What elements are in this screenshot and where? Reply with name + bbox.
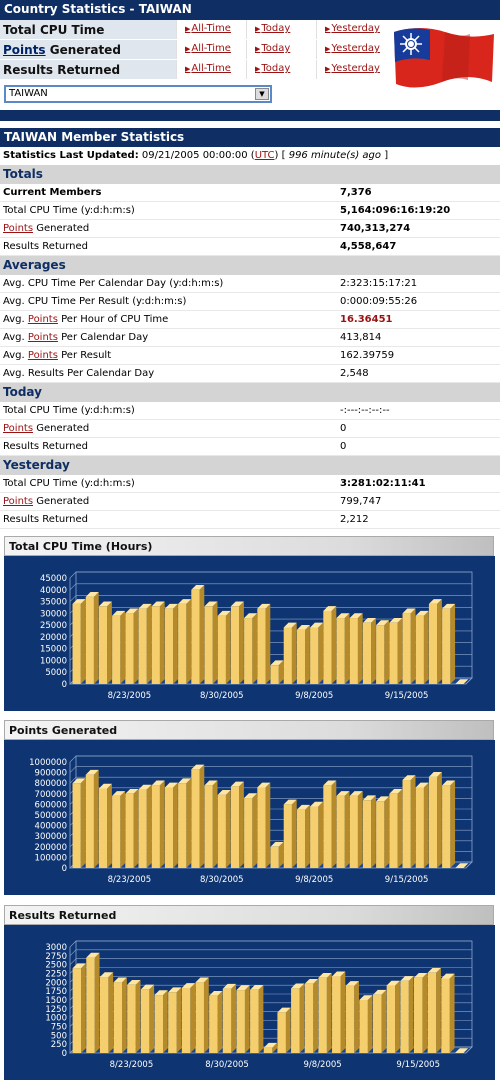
y-tick-label: 700000 [34,789,67,800]
points-link[interactable]: Points [3,223,34,234]
stat-label: Avg. CPU Time Per Calendar Day (y:d:h:m:s) [3,278,224,289]
cpu-time-chart [4,556,495,711]
last-updated: Statistics Last Updated: 09/21/2005 00:00:00 (UTC) [ 996 minute(s) ago ] [3,150,389,161]
bar [218,790,231,868]
member-statistics [0,128,500,529]
stat-value: 413,814 [340,332,382,343]
y-tick-label: 1000000 [29,758,67,768]
stat-value: 0:000:09:55:26 [340,296,418,307]
stat-value: 3:281:02:11:41 [340,478,426,489]
points-link[interactable]: Points [3,423,34,434]
results-chart [4,925,495,1080]
bar [139,604,152,684]
bar [73,599,86,684]
bar [400,976,413,1053]
stat-row [0,438,500,456]
y-tick-label: 40000 [39,585,67,596]
chart-title: Points Generated [4,720,494,740]
bar [127,980,140,1053]
link-results-today[interactable]: ▶Today [246,60,316,79]
y-tick-label: 45000 [39,574,67,584]
bar [73,778,86,868]
bar [178,778,191,868]
y-tick-label: 500000 [34,811,67,821]
section-header: Averages [0,256,500,275]
stat-row [0,184,500,202]
y-tick-label: 400000 [34,821,67,832]
bar [114,978,127,1053]
page-title: Country Statistics - TAIWAN [0,0,500,20]
points-link[interactable]: Points [27,314,58,325]
y-tick-label: 15000 [39,644,67,655]
stat-value: 0 [340,423,347,434]
bar [165,604,178,684]
bar [99,784,112,868]
bar [223,984,236,1053]
stat-label: Avg. Points Per Calendar Day [3,332,149,343]
link-cpu-today[interactable]: ▶Today [246,20,316,39]
x-tick-label: 9/15/2005 [384,875,429,885]
summary-label: Results Returned [0,60,176,79]
stat-value: 16.36451 [340,314,393,325]
y-tick-label: 100000 [34,853,67,864]
link-points-all-time[interactable]: ▶All-Time [176,40,246,59]
bar [73,963,86,1053]
points-link[interactable]: Points [3,496,34,507]
stat-value: 2,548 [340,368,369,379]
stat-value: 740,313,274 [340,223,411,234]
link-results-all-time[interactable]: ▶All-Time [176,60,246,79]
bar [346,981,359,1053]
y-tick-label: 2750 [45,951,67,962]
y-tick-label: 25000 [39,621,67,632]
summary-row-points [0,40,388,60]
stat-row [0,420,500,438]
bar [318,973,331,1053]
x-tick-label: 8/23/2005 [107,691,152,701]
stat-label: Results Returned [3,241,88,252]
x-tick-label: 8/30/2005 [205,1060,249,1070]
bar [168,987,181,1053]
stat-value: 162.39759 [340,350,395,361]
bar [112,791,125,868]
y-tick-label: 10000 [39,656,67,667]
taiwan-flag-icon [390,22,496,92]
bar [141,985,154,1053]
summary-row-results [0,60,388,80]
stat-row [0,329,500,347]
stat-value: -:---:--:--:-- [340,405,390,416]
y-tick-label: 900000 [34,768,67,779]
bar [310,623,323,684]
bar [284,800,297,868]
bar [373,990,386,1053]
bar [297,805,310,868]
bar [195,978,208,1053]
member-stats-title: TAIWAN Member Statistics [0,128,500,147]
divider-bar [0,110,500,121]
bar [363,795,376,868]
bar [139,785,152,868]
bar [429,599,442,684]
chevron-down-icon[interactable]: ▼ [255,88,269,100]
stat-value: 0 [340,441,347,452]
chart-background [4,556,495,711]
country-select[interactable] [4,85,272,103]
bar [191,585,204,684]
y-tick-label: 35000 [39,597,67,608]
bar [257,604,270,684]
y-tick-label: 1500 [45,996,67,1006]
bar [387,981,400,1053]
stat-row [0,475,500,493]
bar [86,953,99,1053]
x-tick-label: 9/8/2005 [295,691,334,701]
stat-label: Points Generated [3,423,90,434]
summary-label: Points Generated [0,40,176,59]
y-tick-label: 600000 [34,800,67,811]
x-tick-label: 8/23/2005 [107,875,152,885]
chart-title: Total CPU Time (Hours) [4,536,494,556]
stat-label: Avg. Points Per Result [3,350,112,361]
stat-row [0,293,500,311]
bar [414,973,427,1053]
bar [363,618,376,684]
chart-title: Results Returned [4,905,494,925]
chart-background [4,925,495,1080]
bar [350,791,363,868]
summary-table [0,20,388,80]
bar [152,781,165,868]
stat-label: Total CPU Time (y:d:h:m:s) [3,405,135,416]
points-link[interactable]: Points [27,332,58,343]
stat-label: Total CPU Time (y:d:h:m:s) [3,205,135,216]
bar [297,625,310,684]
x-tick-label: 8/23/2005 [109,1060,154,1070]
summary-label: Total CPU Time [0,20,176,39]
bar [231,782,244,868]
bar [323,781,336,868]
x-tick-label: 9/15/2005 [384,691,429,701]
x-tick-label: 9/15/2005 [396,1060,441,1070]
y-tick-label: 1750 [45,987,67,998]
x-tick-label: 8/30/2005 [200,875,244,885]
bar [112,611,125,684]
bar [376,620,389,684]
y-tick-label: 3000 [45,943,67,953]
bar [442,604,455,684]
y-tick-label: 300000 [34,832,67,843]
y-tick-label: 0 [61,680,67,690]
bar [178,599,191,684]
bar [152,601,165,684]
section-header: Yesterday [0,456,500,475]
bar [416,783,429,868]
stat-row [0,275,500,293]
y-tick-label: 1000 [45,1013,67,1024]
bar [86,592,99,684]
x-tick-label: 9/8/2005 [303,1060,342,1070]
bar [125,609,138,684]
stat-row [0,238,500,256]
y-tick-label: 1250 [45,1004,67,1015]
bar [376,796,389,868]
stat-label: Avg. Points Per Hour of CPU Time [3,314,169,325]
y-tick-label: 800000 [34,779,67,790]
chart-background [4,740,495,895]
utc-link[interactable]: UTC [254,150,275,161]
stat-row [0,311,500,329]
bar [416,611,429,684]
bar [337,791,350,868]
stat-row [0,347,500,365]
stat-label: Total CPU Time (y:d:h:m:s) [3,478,135,489]
link-cpu-all-time[interactable]: ▶All-Time [176,20,246,39]
stat-row [0,493,500,511]
stat-label: Avg. CPU Time Per Result (y:d:h:m:s) [3,296,187,307]
y-tick-label: 20000 [39,632,67,643]
stat-row [0,365,500,383]
stat-value: 2,212 [340,514,369,525]
bar [86,770,99,868]
bar [244,613,257,684]
bar [291,984,304,1053]
bar [332,972,345,1053]
bar [337,613,350,684]
bar [209,991,222,1053]
stat-label: Results Returned [3,441,88,452]
bar [310,802,323,868]
bar [323,606,336,684]
bar [389,618,402,684]
bar [155,990,168,1053]
stat-label: Points Generated [3,223,90,234]
y-tick-label: 30000 [39,609,67,620]
points-link[interactable]: Points [27,350,58,361]
stat-label: Results Returned [3,514,88,525]
y-tick-label: 200000 [34,842,67,853]
stat-value: 799,747 [340,496,382,507]
bar [250,985,263,1053]
bar [442,781,455,868]
y-tick-label: 250 [50,1040,67,1051]
points-chart [4,740,495,895]
bar [277,1008,290,1053]
bar [165,783,178,868]
y-tick-label: 750 [50,1022,67,1033]
stat-value: 7,376 [340,187,372,198]
y-tick-label: 2250 [45,969,67,980]
stat-row [0,202,500,220]
bar [284,623,297,684]
country-select-value: TAIWAN [9,88,48,99]
bar [271,660,284,684]
summary-row-cpu [0,20,388,40]
link-cpu-yesterday[interactable]: ▶Yesterday [316,20,388,39]
bar [359,995,372,1053]
stat-row [0,511,500,529]
bar [236,985,249,1053]
y-tick-label: 0 [61,864,67,874]
section-header: Totals [0,165,500,184]
y-tick-label: 5000 [45,668,67,679]
stat-value: 2:323:15:17:21 [340,278,418,289]
bar [244,793,257,868]
stat-value: 4,558,647 [340,241,397,252]
bar [125,789,138,868]
bar [389,789,402,868]
stat-row [0,220,500,238]
x-tick-label: 8/30/2005 [200,691,244,701]
bar [428,968,441,1053]
bar [231,601,244,684]
link-points-today[interactable]: ▶Today [246,40,316,59]
y-tick-label: 2500 [45,960,67,971]
x-tick-label: 9/8/2005 [295,875,334,885]
bar [257,783,270,868]
points-link[interactable]: Points [3,43,46,57]
bar [305,979,318,1053]
link-results-yesterday[interactable]: ▶Yesterday [316,60,388,79]
bar [403,775,416,868]
bar [218,611,231,684]
bar [271,842,284,868]
bar [350,613,363,684]
stat-label: Avg. Results Per Calendar Day [3,368,155,379]
bar [182,983,195,1053]
bar [100,972,113,1053]
link-points-yesterday[interactable]: ▶Yesterday [316,40,388,59]
section-header: Today [0,383,500,402]
y-tick-label: 2000 [45,978,67,989]
bar [429,772,442,868]
stat-value: 5,164:096:16:19:20 [340,205,451,216]
bar [205,601,218,684]
bar [191,765,204,868]
y-tick-label: 500 [50,1031,67,1042]
bar [205,781,218,868]
bar [99,601,112,684]
stat-label: Current Members [3,187,102,198]
bar [441,974,454,1053]
y-tick-label: 0 [61,1049,67,1059]
stat-label: Points Generated [3,496,90,507]
stat-row [0,402,500,420]
bar [403,609,416,684]
